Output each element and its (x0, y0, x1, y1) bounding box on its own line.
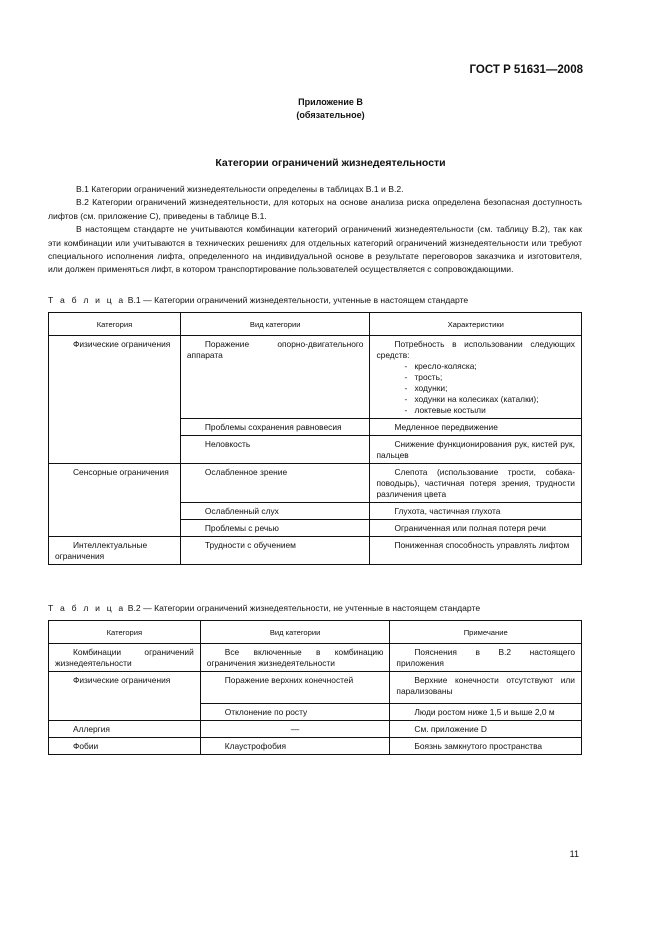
paragraph-b2: В.2 Категории ограничений жизнедеятельности, для которых на основе анализа риска определена безопасная доступность лифтов (см. приложение С), приведены в таблице В.1. (48, 197, 582, 221)
col-header-note: Примечание (390, 621, 582, 644)
characteristics-cell: Пониженная способность управлять лифтом (370, 537, 582, 565)
table-row (49, 537, 582, 565)
page-number: 11 (569, 849, 579, 859)
note-cell: Боязнь замкнутого пространства (390, 738, 582, 755)
table-b2 (48, 620, 582, 755)
characteristics-cell: Снижение функционирования рук, кистей рук, пальцев (370, 436, 582, 464)
kind-cell: Неловкость (180, 436, 370, 464)
list-item: - ходунки; (386, 383, 575, 394)
kind-cell: Ослабленный слух (180, 503, 370, 520)
kind-cell: Все включенные в комбинацию ограничения жизнедеятельности (200, 644, 390, 672)
characteristics-cell: Глухота, частичная глухота (370, 503, 582, 520)
col-header-kind: Вид категории (200, 621, 390, 644)
caption-label: В.1 (127, 295, 141, 305)
caption-text: — Категории ограничений жизнедеятельности, учтенные в настоящем стандарте (143, 295, 469, 305)
note-cell: Верхние конечности отсутствуют или парализованы (390, 672, 582, 704)
caption-label: В.2 (127, 603, 141, 613)
kind-cell: Отклонение по росту (200, 704, 390, 721)
kind-cell: Проблемы сохранения равновесия (180, 419, 370, 436)
annex-status: (обязательное) (296, 110, 365, 120)
kind-cell: — (200, 721, 390, 738)
kind-cell: Проблемы с речью (180, 520, 370, 537)
section-heading: Категории ограничений жизнедеятельности (215, 157, 446, 169)
table-row (49, 336, 582, 419)
category-cell: Фобии (49, 738, 201, 755)
annex-label: Приложение В (298, 97, 363, 107)
col-header-category: Категория (49, 313, 181, 336)
caption-prefix: Т а б л и ц а (48, 295, 126, 305)
kind-cell: Поражение опорно-двигательного аппарата (180, 336, 370, 419)
col-header-kind: Вид категории (180, 313, 370, 336)
characteristics-cell: Слепота (использование трости, собака-поводырь), частичная потеря зрения, трудности различения цвета (370, 464, 582, 503)
note-cell: Люди ростом ниже 1,5 и выше 2,0 м (390, 704, 582, 721)
category-cell: Аллергия (49, 721, 201, 738)
table-b2-caption (48, 603, 480, 613)
table-header-row (49, 313, 582, 336)
kind-cell: Ослабленное зрение (180, 464, 370, 503)
table-b1-caption (48, 295, 468, 305)
table-row (49, 672, 582, 704)
kind-cell: Клаустрофобия (200, 738, 390, 755)
aids-list (376, 361, 575, 416)
category-cell: Комбинации ограничений жизнедеятельности (49, 644, 201, 672)
characteristics-text: Потребность в использовании следующих средств: (376, 339, 575, 360)
paragraph-note: В настоящем стандарте не учитываются комбинации категорий ограничений жизнедеятельности (см. таблицу В.2), так как эти комбинации или учитываются в технических решениях для отдельных категорий ограничений жизнедеятельности или требуют специального исполнения лифта, определенного на индивидуальной основе в результате переговоров заказчика и изготовителя, или должен применяться лифт, в котором транспортирование пользователей осуществляется с сопровождающими. (48, 224, 582, 275)
category-cell: Физические ограничения (49, 336, 181, 464)
list-item: - локтевые костыли (386, 405, 575, 416)
note-cell: См. приложение D (390, 721, 582, 738)
note-cell: Пояснения в В.2 настоящего приложения (390, 644, 582, 672)
list-item: - кресло-коляска; (386, 361, 575, 372)
body-text (48, 183, 582, 277)
standard-number: ГОСТ Р 51631—2008 (469, 64, 583, 76)
annex-title (0, 96, 661, 122)
characteristics-cell (370, 336, 582, 419)
paragraph-b1: В.1 Категории ограничений жизнедеятельности определены в таблицах В.1 и В.2. (76, 184, 404, 194)
table-row (49, 738, 582, 755)
category-cell: Физические ограничения (49, 672, 201, 721)
list-item: - ходунки на колесиках (каталки); (386, 394, 575, 405)
caption-prefix: Т а б л и ц а (48, 603, 126, 613)
table-b1 (48, 312, 582, 565)
col-header-category: Категория (49, 621, 201, 644)
category-cell: Интеллектуальные ограничения (49, 537, 181, 565)
table-row (49, 721, 582, 738)
table-row (49, 644, 582, 672)
table-row (49, 464, 582, 503)
kind-cell: Поражение верхних конечностей (200, 672, 390, 704)
col-header-characteristics: Характеристики (370, 313, 582, 336)
table-header-row (49, 621, 582, 644)
characteristics-cell: Медленное передвижение (370, 419, 582, 436)
kind-cell: Трудности с обучением (180, 537, 370, 565)
caption-text: — Категории ограничений жизнедеятельности, не учтенные в настоящем стандарте (143, 603, 481, 613)
category-cell: Сенсорные ограничения (49, 464, 181, 537)
characteristics-cell: Ограниченная или полная потеря речи (370, 520, 582, 537)
list-item: - трость; (386, 372, 575, 383)
